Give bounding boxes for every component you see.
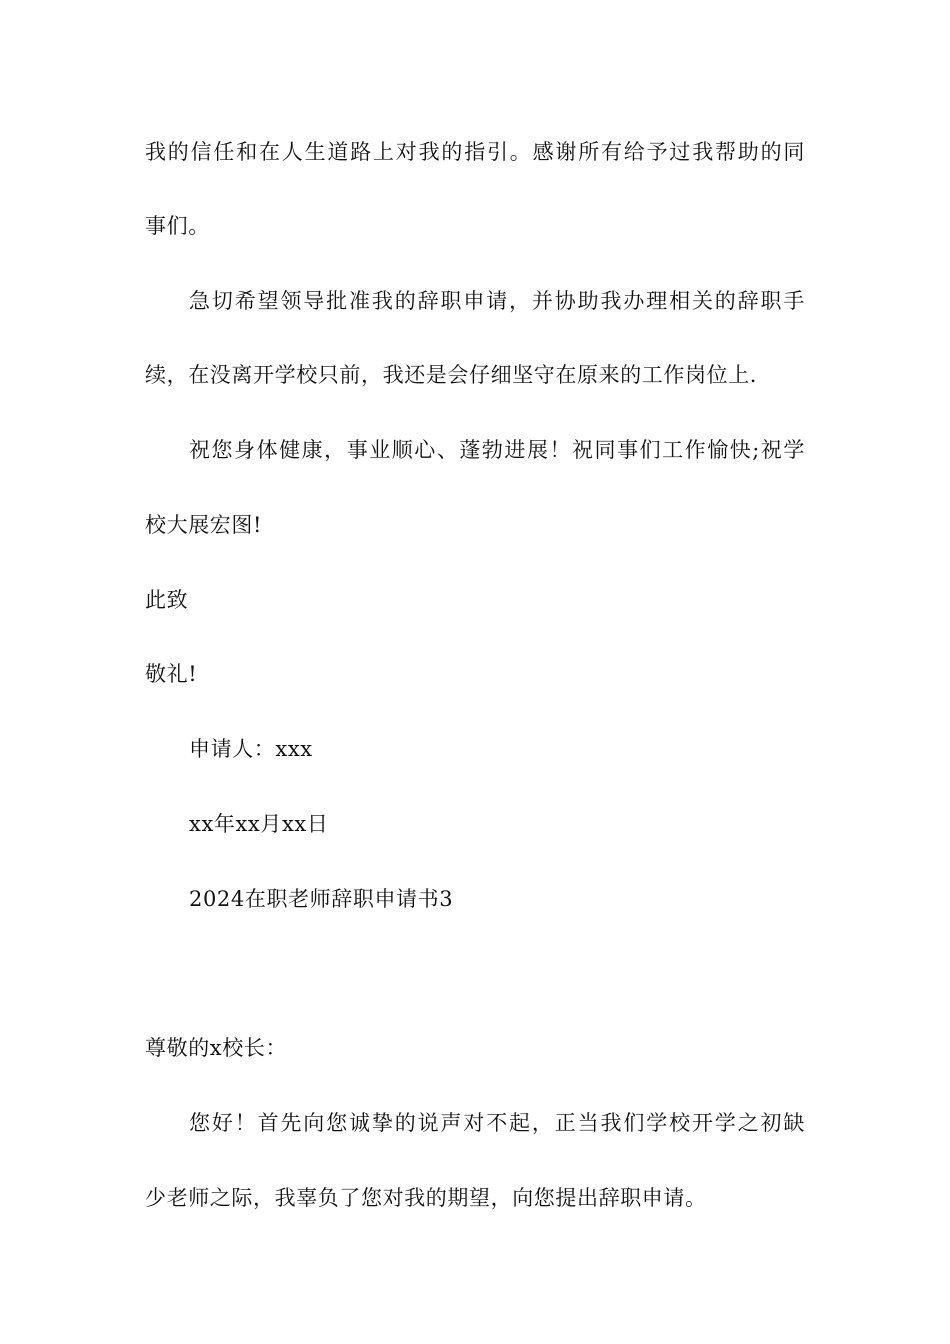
text-line: 少老师之际，我辜负了您对我的期望，向您提出辞职申请。 xyxy=(145,1186,707,1210)
section-heading: 2024在职老师辞职申请书3 xyxy=(189,887,454,911)
text-line: 祝您身体健康，事业顺心、蓬勃进展！祝同事们工作愉快;祝学 xyxy=(189,438,805,462)
text-line: 急切希望领导批准我的辞职申请，并协助我办理相关的辞职手 xyxy=(189,289,805,313)
text-line: 我的信任和在人生道路上对我的指引。感谢所有给予过我帮助的同 xyxy=(145,140,805,164)
salutation-line: 尊敬的x校长： xyxy=(145,1036,288,1060)
text-line: 事们。 xyxy=(145,214,210,238)
text-line: 校大展宏图! xyxy=(145,513,263,537)
closing-line: 此致 xyxy=(145,588,189,612)
closing-salute: 敬礼! xyxy=(145,662,198,686)
date-line: xx年xx月xx日 xyxy=(189,812,329,836)
text-line: 您好！首先向您诚挚的说声对不起，正当我们学校开学之初缺 xyxy=(189,1111,805,1135)
applicant-line: 申请人：xxx xyxy=(189,737,313,761)
text-line: 续，在没离开学校只前，我还是会仔细坚守在原来的工作岗位上. xyxy=(145,363,758,387)
